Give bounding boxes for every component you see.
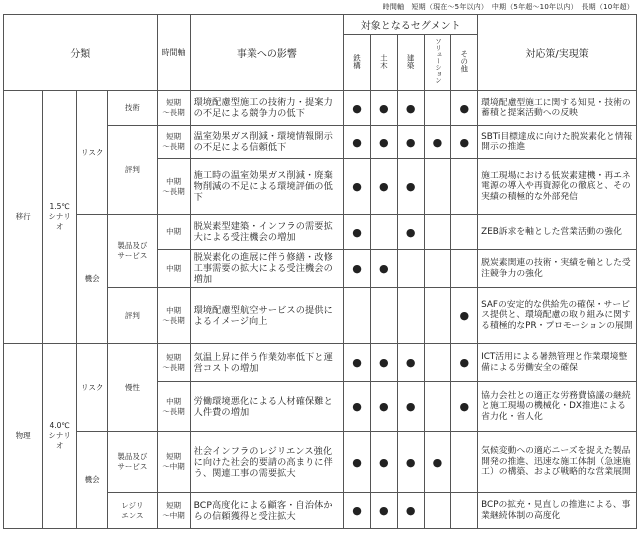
- dot-cell: ●: [344, 493, 371, 529]
- response-cell: BCPの拡充・見直しの推進による、事業継続体制の高度化: [478, 493, 637, 529]
- dot-cell: ●: [370, 250, 397, 288]
- dot-cell: ●: [397, 432, 424, 493]
- impact-cell: 脱炭素型建築・インフラの需要拡大による受注機会の増加: [190, 215, 344, 250]
- time-cell: 短期 〜中期: [157, 493, 190, 529]
- dot-cell: [451, 215, 478, 250]
- scenario-4-0c: 4.0℃ シナリオ: [43, 344, 77, 529]
- table-row: [4, 215, 637, 250]
- time-cell: 中期 〜長期: [157, 382, 190, 432]
- dot-cell: ●: [344, 126, 371, 159]
- dot-cell: ●: [397, 91, 424, 126]
- dot-cell: ●: [370, 159, 397, 215]
- dot-cell: ●: [344, 159, 371, 215]
- impact-cell: 施工時の温室効果ガス削減・廃棄物削減の不足による環境評価の低下: [190, 159, 344, 215]
- time-cell: 短期 〜長期: [157, 344, 190, 382]
- time-cell: 中期 〜長期: [157, 159, 190, 215]
- header-category: 分類: [4, 15, 158, 91]
- type-technology: 技術: [108, 91, 157, 126]
- dot-cell: ●: [344, 250, 371, 288]
- table-row: [4, 344, 637, 382]
- dot-cell: [451, 432, 478, 493]
- type-chronic: 慢性: [108, 344, 157, 432]
- dot-cell: ●: [397, 159, 424, 215]
- group-transition: 移行: [4, 91, 43, 344]
- segment-solution: ソリューション: [433, 38, 442, 84]
- dot-cell: ●: [451, 382, 478, 432]
- dot-cell: ●: [451, 288, 478, 344]
- impact-cell: 環境配慮型航空サービスの提供によるイメージ向上: [190, 288, 344, 344]
- dot-cell: ●: [397, 493, 424, 529]
- impact-cell: BCP高度化による顧客・自治体からの信頼獲得と受注拡大: [190, 493, 344, 529]
- response-cell: 環境配慮型施工に関する知見・技術の蓄積と提案活動への反映: [478, 91, 637, 126]
- dot-cell: ●: [344, 215, 371, 250]
- dot-cell: ●: [397, 215, 424, 250]
- dot-cell: [451, 159, 478, 215]
- dot-cell: [424, 159, 451, 215]
- type-reputation: 評判: [108, 126, 157, 215]
- dot-cell: ●: [370, 91, 397, 126]
- response-cell: ICT活用による暑熱管理と作業環境整備による労働安全の確保: [478, 344, 637, 382]
- impact-cell: 社会インフラのレジリエンス強化に向けた社会的要請の高まりに伴う、関連工事の需要拡大: [190, 432, 344, 493]
- dot-cell: [424, 344, 451, 382]
- subgroup-risk-physical: リスク: [77, 344, 108, 432]
- dot-cell: [424, 288, 451, 344]
- subgroup-opportunity-physical: 機会: [77, 432, 108, 529]
- impact-cell: 環境配慮型施工の技術力・提案力の不足による競争力の低下: [190, 91, 344, 126]
- impact-cell: 温室効果ガス削減・環境情報開示の不足による信頼低下: [190, 126, 344, 159]
- dot-cell: [424, 215, 451, 250]
- dot-cell: ●: [451, 344, 478, 382]
- type-products-services: 製品及び サービス: [108, 432, 157, 493]
- time-cell: 中期: [157, 250, 190, 288]
- response-cell: 気候変動への適応ニーズを捉えた製品開発の推進、迅速な施工体制（急速施工）の構築、および戦略的な営業展開: [478, 432, 637, 493]
- header-response: 対応策/実現策: [478, 15, 637, 91]
- climate-risk-table: [3, 14, 637, 529]
- subgroup-risk-transition: リスク: [77, 91, 108, 215]
- dot-cell: ●: [397, 382, 424, 432]
- dot-cell: [424, 382, 451, 432]
- response-cell: SBTi目標達成に向けた脱炭素化と情報開示の推進: [478, 126, 637, 159]
- dot-cell: ●: [370, 432, 397, 493]
- dot-cell: [370, 288, 397, 344]
- impact-cell: 脱炭素化の進展に伴う修繕・改修工事需要の拡大による受注機会の増加: [190, 250, 344, 288]
- time-axis-legend: 時間軸 短期（現在〜5年以内） 中期（5年超〜10年以内） 長期（10年超）: [382, 3, 634, 11]
- segment-other: その他: [459, 49, 469, 73]
- response-cell: SAFの安定的な供給先の確保・サービス提供と、環境配慮の取り組みに関する積極的なPR・プロモーションの展開: [478, 288, 637, 344]
- dot-cell: ●: [370, 126, 397, 159]
- response-cell: ZEB訴求を軸とした営業活動の強化: [478, 215, 637, 250]
- dot-cell: ●: [451, 91, 478, 126]
- dot-cell: [397, 250, 424, 288]
- dot-cell: ●: [397, 344, 424, 382]
- table-row: [4, 91, 637, 126]
- type-resilience: レジリ エンス: [108, 493, 157, 529]
- header-time-axis: 時間軸: [157, 15, 190, 91]
- dot-cell: [451, 250, 478, 288]
- response-cell: 協力会社との適正な労務費協議の継続と施工現場の機械化・DX推進による省力化・省人化: [478, 382, 637, 432]
- type-products-services: 製品及び サービス: [108, 215, 157, 288]
- dot-cell: ●: [344, 382, 371, 432]
- dot-cell: [397, 288, 424, 344]
- impact-cell: 労働環境悪化による人材確保難と人件費の増加: [190, 382, 344, 432]
- segment-steel: 鉄構: [352, 53, 362, 69]
- time-cell: 中期: [157, 215, 190, 250]
- dot-cell: ●: [370, 344, 397, 382]
- dot-cell: [344, 288, 371, 344]
- dot-cell: ●: [344, 344, 371, 382]
- dot-cell: [424, 91, 451, 126]
- dot-cell: ●: [370, 493, 397, 529]
- dot-cell: ●: [370, 382, 397, 432]
- impact-cell: 気温上昇に伴う作業効率低下と運営コストの増加: [190, 344, 344, 382]
- dot-cell: [370, 215, 397, 250]
- dot-cell: ●: [424, 432, 451, 493]
- dot-cell: ●: [344, 432, 371, 493]
- header-impact: 事業への影響: [190, 15, 344, 91]
- response-cell: 脱炭素関連の技術・実績を軸とした受注競争力の強化: [478, 250, 637, 288]
- type-reputation: 評判: [108, 288, 157, 344]
- time-cell: 短期 〜中期: [157, 432, 190, 493]
- dot-cell: ●: [397, 126, 424, 159]
- dot-cell: ●: [344, 91, 371, 126]
- table-row: [4, 432, 637, 493]
- time-cell: 短期 〜長期: [157, 126, 190, 159]
- header-segment-group: 対象となるセグメント: [344, 15, 478, 35]
- group-physical: 物理: [4, 344, 43, 529]
- dot-cell: ●: [451, 126, 478, 159]
- dot-cell: [451, 493, 478, 529]
- response-cell: 施工現場における低炭素建機・再エネ電源の導入や再資源化の徹底と、その実績の積極的な外部発信: [478, 159, 637, 215]
- subgroup-opportunity-transition: 機会: [77, 215, 108, 344]
- time-cell: 中期 〜長期: [157, 288, 190, 344]
- dot-cell: ●: [424, 126, 451, 159]
- time-cell: 短期 〜長期: [157, 91, 190, 126]
- dot-cell: [424, 250, 451, 288]
- segment-building: 建築: [406, 53, 416, 69]
- scenario-1-5c: 1.5℃ シナリオ: [43, 91, 77, 344]
- dot-cell: [424, 493, 451, 529]
- segment-civil: 土木: [379, 53, 389, 69]
